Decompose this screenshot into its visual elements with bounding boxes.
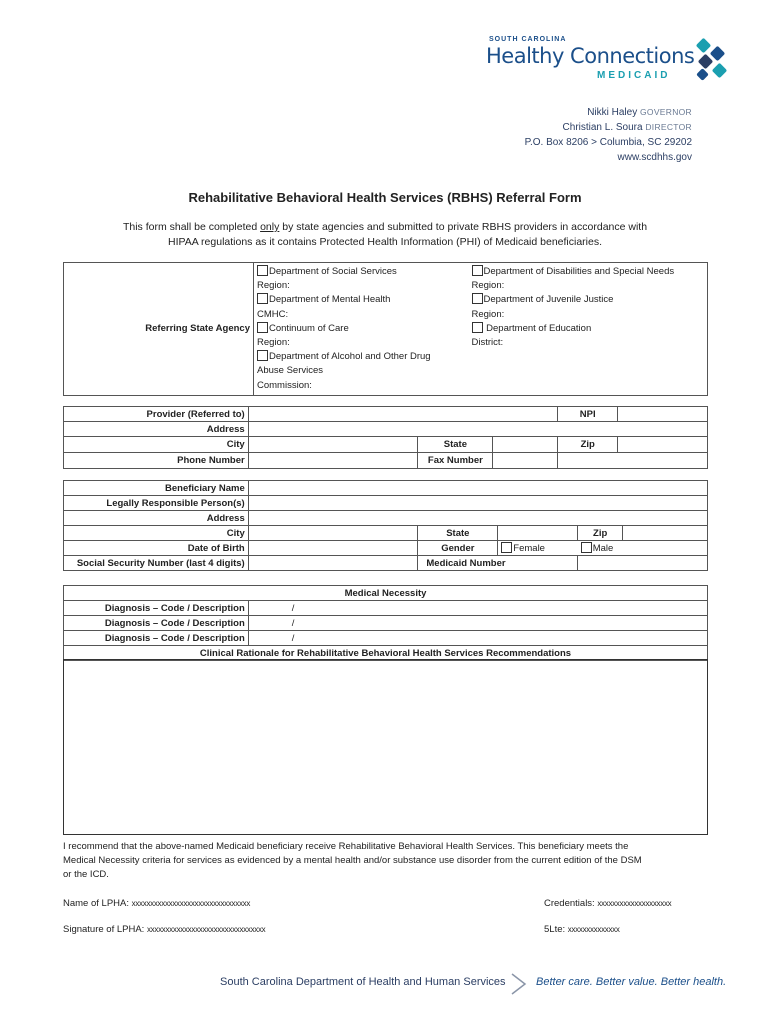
medicaid-number-label: Medicaid Number — [418, 556, 578, 571]
male-checkbox[interactable] — [581, 542, 592, 553]
provider-address-field[interactable] — [248, 422, 707, 437]
governor-name: Nikki Haley — [587, 107, 638, 118]
form-title: Rehabilitative Behavioral Health Services (RBHS) Referral Form — [188, 190, 582, 205]
diagnosis-field-3[interactable] — [248, 631, 707, 646]
form-intro — [60, 220, 710, 250]
lpha-signature-value[interactable]: xxxxxxxxxxxxxxxxxxxxxxxxxxxxxxxx — [146, 925, 266, 934]
provider-name-field[interactable] — [248, 407, 558, 422]
officials-block — [525, 105, 692, 165]
provider-name-label: Provider (Referred to) — [64, 407, 249, 422]
logo-mark-icon — [694, 38, 732, 82]
djj-region-label: Region: — [471, 308, 505, 320]
intro-text-end: by state agencies and submitted to private RBHS providers in accordance with — [279, 221, 648, 233]
director-title: DIRECTOR — [645, 122, 692, 132]
dmh-checkbox[interactable] — [257, 293, 268, 304]
beneficiary-zip-field[interactable] — [623, 526, 708, 541]
dss-checkbox[interactable] — [257, 265, 268, 276]
lpha-name-label: Name of LPHA: — [63, 898, 129, 909]
npi-label: NPI — [558, 407, 618, 422]
credentials-value[interactable]: xxxxxxxxxxxxxxxxxxxx — [597, 899, 672, 908]
diagnosis-separator-3: / — [291, 632, 295, 644]
provider-city-label: City — [64, 437, 249, 453]
provider-zip-label: Zip — [558, 437, 618, 453]
mailing-address: P.O. Box 8206 > Columbia, SC 29202 — [524, 137, 692, 148]
provider-city-field[interactable] — [248, 437, 418, 453]
recommendation-statement — [63, 840, 713, 882]
dss-region-label: Region: — [257, 280, 290, 292]
provider-phone-field[interactable] — [248, 453, 418, 469]
npi-field[interactable] — [618, 407, 708, 422]
director-name: Christian L. Soura — [562, 122, 643, 133]
medical-necessity-table — [63, 585, 708, 661]
diagnosis-field-1[interactable] — [248, 601, 707, 616]
provider-fax-cell — [418, 453, 558, 469]
intro-emphasis: only — [260, 221, 280, 233]
referring-agency-label: Referring State Agency — [64, 263, 254, 396]
footer-tagline: Better care. Better value. Better health. — [536, 976, 727, 988]
beneficiary-table — [63, 480, 708, 571]
daodas-label: Department of Alcohol and Other Drug — [269, 351, 431, 363]
intro-text-start: This form shall be completed — [122, 221, 261, 233]
female-label: Female — [513, 543, 545, 554]
ssn-field[interactable] — [248, 556, 418, 571]
education-checkbox[interactable] — [472, 322, 483, 333]
medicaid-logo — [486, 34, 736, 86]
djj-checkbox[interactable] — [472, 293, 483, 304]
diagnosis-separator-1: / — [291, 602, 295, 614]
lpha-signature-row — [63, 924, 265, 935]
footer — [220, 972, 730, 996]
clinical-rationale-header: Clinical Rationale for Rehabilitative Behavioral Health Services Recommendations — [64, 646, 708, 661]
governor-title: GOVERNOR — [640, 107, 692, 117]
beneficiary-address-field[interactable] — [248, 511, 707, 526]
coc-checkbox[interactable] — [257, 322, 268, 333]
beneficiary-address-label: Address — [64, 511, 249, 526]
referring-agency-table — [63, 262, 708, 396]
recommendation-line-1: I recommend that the above-named Medicaid beneficiary receive Rehabilitative Behavioral Health Services. This beneficiary meets the — [63, 841, 629, 852]
logo-name: Healthy Connections — [486, 44, 695, 68]
medicaid-number-field[interactable] — [578, 556, 708, 571]
ddsn-region-label: Region: — [471, 280, 505, 292]
responsible-person-field[interactable] — [248, 496, 707, 511]
date-value[interactable]: xxxxxxxxxxxxxx — [567, 925, 620, 934]
date-label: 5Lte: — [544, 924, 566, 935]
beneficiary-state-label: State — [418, 526, 498, 541]
beneficiary-state-field[interactable] — [498, 526, 578, 541]
website-link[interactable]: www.scdhhs.gov — [617, 152, 692, 163]
education-label: Department of Education — [486, 322, 592, 334]
chevron-right-icon — [508, 972, 530, 996]
ddsn-label: Department of Disabilities and Special Needs — [483, 266, 675, 277]
provider-address-label: Address — [64, 422, 249, 437]
diagnosis-label-1: Diagnosis – Code / Description — [64, 601, 249, 616]
dmh-label: Department of Mental Health — [269, 294, 391, 306]
coc-label: Continuum of Care — [269, 322, 349, 334]
clinical-rationale-field[interactable] — [63, 659, 708, 835]
diagnosis-field-2[interactable] — [248, 616, 707, 631]
dob-label: Date of Birth — [64, 541, 249, 556]
ddsn-checkbox[interactable] — [472, 265, 483, 276]
recommendation-line-3: or the ICD. — [63, 869, 109, 880]
provider-table — [63, 406, 708, 469]
lpha-name-row — [63, 898, 250, 909]
beneficiary-zip-label: Zip — [578, 526, 623, 541]
provider-fax-field[interactable] — [493, 453, 557, 468]
provider-phone-label: Phone Number — [64, 453, 249, 469]
footer-department: South Carolina Department of Health and Human Services — [220, 976, 506, 988]
education-district-label: District: — [471, 337, 504, 349]
lpha-signature-label: Signature of LPHA: — [63, 924, 145, 935]
daodas-commission-label: Commission: — [257, 379, 312, 391]
provider-state-label: State — [418, 437, 493, 452]
diagnosis-label-3: Diagnosis – Code / Description — [64, 631, 249, 646]
female-checkbox[interactable] — [501, 542, 512, 553]
intro-line-2: HIPAA regulations as it contains Protected Health Information (PHI) of Medicaid beneficiaries. — [167, 236, 603, 248]
agency-column-1 — [254, 263, 469, 396]
provider-zip-field[interactable] — [618, 437, 708, 453]
dob-field[interactable] — [248, 541, 418, 556]
logo-program: MEDICAID — [597, 70, 671, 81]
medical-necessity-header: Medical Necessity — [64, 586, 708, 601]
agency-column-2 — [469, 263, 708, 396]
recommendation-line-2: Medical Necessity criteria for services as evidenced by a mental health and/or substance use disorder from the current edition of the DSM — [63, 855, 642, 866]
daodas-label-cont: Abuse Services — [257, 365, 324, 377]
beneficiary-city-label: City — [64, 526, 249, 541]
diagnosis-label-2: Diagnosis – Code / Description — [64, 616, 249, 631]
date-row — [544, 924, 620, 935]
gender-label: Gender — [418, 541, 498, 556]
beneficiary-name-label: Beneficiary Name — [64, 481, 249, 496]
beneficiary-city-field[interactable] — [248, 526, 418, 541]
lpha-name-value[interactable]: xxxxxxxxxxxxxxxxxxxxxxxxxxxxxxxx — [131, 899, 251, 908]
credentials-label: Credentials: — [544, 898, 595, 909]
provider-fax-field-ext[interactable] — [558, 453, 708, 469]
provider-state-field[interactable] — [493, 437, 557, 452]
diagnosis-separator-2: / — [291, 617, 295, 629]
credentials-row — [544, 898, 671, 909]
djj-label: Department of Juvenile Justice — [483, 294, 614, 306]
ssn-label: Social Security Number (last 4 digits) — [64, 556, 249, 571]
dss-label: Department of Social Services — [269, 266, 397, 277]
provider-fax-label: Fax Number — [418, 453, 493, 468]
male-option[interactable] — [578, 541, 708, 556]
dmh-cmhc-label: CMHC: — [257, 308, 289, 320]
responsible-person-label: Legally Responsible Person(s) — [64, 496, 249, 511]
female-option[interactable] — [498, 541, 578, 556]
coc-region-label: Region: — [257, 337, 290, 349]
provider-state-cell — [418, 437, 558, 453]
male-label: Male — [592, 543, 614, 554]
daodas-checkbox[interactable] — [257, 350, 268, 361]
beneficiary-name-field[interactable] — [248, 481, 707, 496]
logo-state: SOUTH CAROLINA — [489, 36, 567, 43]
